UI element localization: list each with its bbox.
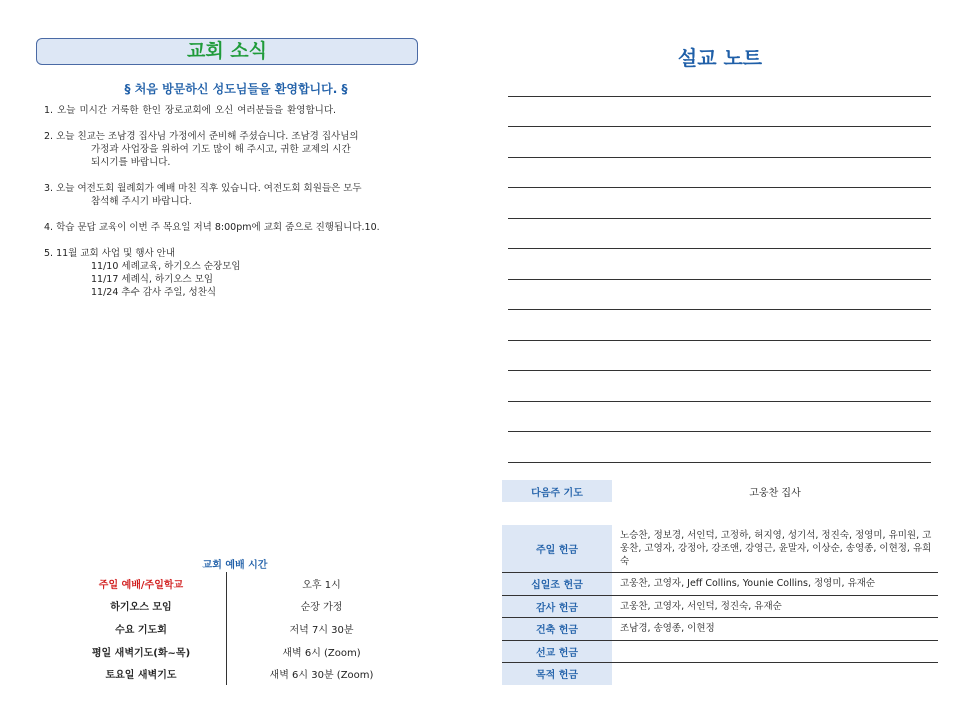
schedule-row (56, 617, 416, 640)
offering-names: 고웅찬, 고영자, 서인덕, 정진숙, 유재순 (620, 600, 782, 612)
schedule-table (56, 572, 416, 685)
offering-names (612, 641, 938, 663)
notice-line: 4. 학습 문답 교육이 이번 주 목요일 저녁 8:00pm에 교회 줌으로 진행됩니다.10. (44, 222, 380, 233)
next-prayer-label: 다음주 기도 (502, 480, 612, 502)
notice-line: 2. 오늘 친교는 조남경 집사님 가정에서 준비해 주셨습니다. 조남경 집사님의 (44, 131, 359, 142)
schedule-time: 저녁 7시 30분 (226, 617, 416, 640)
schedule-name: 하기오스 모임 (110, 602, 172, 614)
notice-line: 5. 11월 교회 사업 및 행사 안내 (44, 248, 176, 259)
notice-item (44, 182, 444, 208)
note-line (508, 279, 931, 280)
note-line (508, 462, 931, 463)
offering-names: 노승찬, 정보경, 서인덕, 고정하, 허지영, 성기석, 정진숙, 정영미, 유미원, 고웅찬, 고영자, 강정아, 강조앤, 강영근, 윤말자, 이상순, 송영종, 이현정, 유희숙 (620, 530, 932, 567)
notice-item (44, 104, 444, 117)
schedule-row (56, 595, 416, 618)
next-prayer-row (502, 480, 938, 502)
note-line (508, 248, 931, 249)
offering-row (502, 596, 938, 619)
note-line (508, 187, 931, 188)
note-line (508, 340, 931, 341)
schedule-row (56, 572, 416, 595)
note-line (508, 431, 931, 432)
schedule-row (56, 640, 416, 663)
sermon-notes-title: 설교 노트 (677, 46, 763, 70)
notice-item (44, 221, 444, 234)
note-line (508, 96, 931, 97)
welcome-message: § 처음 방문하신 성도님들을 환영합니다. § (124, 82, 348, 96)
offering-label: 선교 헌금 (502, 641, 612, 663)
offering-row (502, 641, 938, 664)
notice-line: 11/24 추수 감사 주일, 성찬식 (91, 287, 217, 298)
offering-label: 목적 헌금 (502, 663, 612, 685)
offering-table (502, 525, 938, 685)
notice-line: 가정과 사업장을 위하여 기도 많이 해 주시고, 귀한 교제의 시간 (91, 144, 351, 155)
note-line (508, 218, 931, 219)
offering-label: 감사 헌금 (502, 596, 612, 618)
note-line (508, 126, 931, 127)
schedule-row (56, 662, 416, 685)
news-title: 교회 소식 (36, 38, 418, 65)
notice-line: 1. 오늘 미시간 거룩한 한인 장로교회에 오신 여러분들을 환영합니다. (44, 105, 337, 116)
notice-item (44, 130, 444, 169)
schedule-time: 새벽 6시 30분 (Zoom) (226, 662, 416, 685)
offering-row (502, 573, 938, 596)
offering-row (502, 618, 938, 641)
offering-names (612, 663, 938, 685)
offering-names: 조남경, 송영종, 이현정 (620, 623, 715, 635)
notice-line: 3. 오늘 여전도회 월례회가 예배 마친 직후 있습니다. 여전도회 회원들은 모두 (44, 183, 362, 194)
schedule-name: 수요 기도회 (115, 624, 167, 636)
offering-row (502, 525, 938, 573)
notice-line: 11/17 세례식, 하기오스 모임 (91, 274, 214, 285)
offering-label: 주일 헌금 (502, 525, 612, 572)
offering-label: 건축 헌금 (502, 618, 612, 640)
schedule-name: 토요일 새벽기도 (105, 670, 177, 682)
notice-line: 되시기를 바랍니다. (91, 157, 171, 168)
notice-line: 11/10 세례교육, 하기오스 순장모임 (91, 261, 241, 272)
note-line (508, 370, 931, 371)
offering-row (502, 663, 938, 685)
offering-label: 십일조 헌금 (502, 573, 612, 595)
notice-line: 참석해 주시기 바랍니다. (91, 196, 192, 207)
schedule-time: 순장 가정 (226, 595, 416, 618)
schedule-title: 교회 예배 시간 (202, 560, 268, 571)
note-line (508, 309, 931, 310)
schedule-name: 주일 예배/주일학교 (98, 579, 184, 591)
note-line (508, 401, 931, 402)
notice-item (44, 247, 444, 299)
offering-names: 고웅찬, 고영자, Jeff Collins, Younie Collins, 정영미, 유재순 (620, 578, 876, 590)
note-line (508, 157, 931, 158)
schedule-name: 평일 새벽기도(화~목) (91, 647, 191, 659)
schedule-time: 오후 1시 (226, 572, 416, 595)
schedule-time: 새벽 6시 (Zoom) (226, 640, 416, 663)
notice-list (44, 104, 444, 312)
next-prayer-value: 고웅찬 집사 (749, 487, 801, 499)
